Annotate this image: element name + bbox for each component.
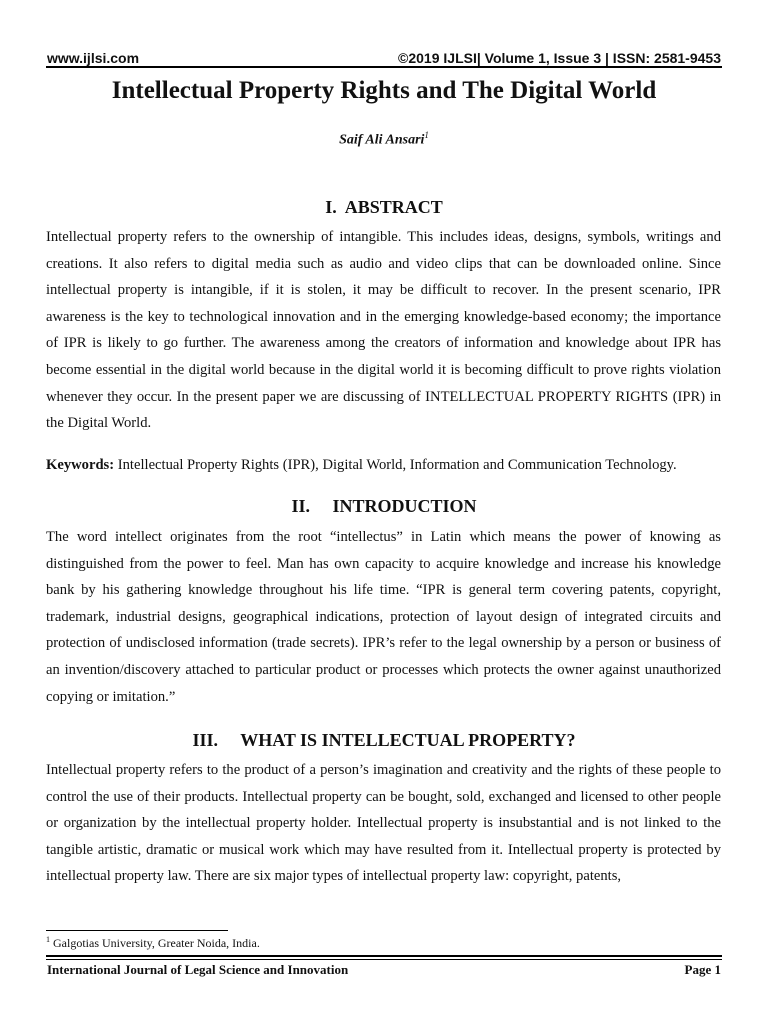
section-title: INTRODUCTION bbox=[332, 496, 477, 516]
author-footnote-marker[interactable]: 1 bbox=[424, 130, 429, 140]
section-heading-abstract bbox=[0, 197, 768, 218]
section-number: I. bbox=[325, 197, 337, 217]
author-line bbox=[0, 130, 768, 149]
paper-title: Intellectual Property Rights and The Digital World bbox=[111, 77, 657, 104]
keywords-text: Intellectual Property Rights (IPR), Digital World, Information and Communication Technology. bbox=[117, 457, 677, 473]
abstract-paragraph: Intellectual property refers to the ownership of intangible. This includes ideas, designs, symbols, writings and creations. It also refers to digital media such as audio and video clips that can be downloaded online. Since intellectual property is intangible, if it is stolen, it may be difficult to recover. In the present scenario, IPR awareness is the key to technological innovation and in the emerging knowledge-based economy; the importance of IPR is likely to go further. The awareness among the creators of information and knowledge about IPR has become essential in the digital world because in the digital world it is becoming difficult to prove rights violation whenever they occur. In the present paper we are discussing of INTELLECTUAL PROPERTY RIGHTS (IPR) in the Digital World. bbox=[46, 229, 721, 432]
what-is-ip-paragraph: Intellectual property refers to the product of a person’s imagination and creativity and the rights of these people to control the use of their products. Intellectual property can be bought, sold, exchanged and licensed to other people or organization by the intellectual property holder. Intellectual property is insubstantial and is not linked to the tangible artistic, dramatic or musical work which may have resulted from it. Intellectual property is protected by intellectual property law. There are six major types of intellectual property law: copyright, patents, bbox=[46, 762, 721, 885]
introduction-paragraph: The word intellect originates from the root “intellectus” in Latin which means the power of knowing as distinguished from the power to feel. Man has own capacity to acquire knowledge and increase his knowledge bank by his gathering knowledge throughout his life time. “IPR is general term covering patents, copyright, trademark, industrial designs, geographical indications, protection of layout design of integrated circuits and protection of undisclosed information (trade secrets). IPR’s refer to the legal ownership by a person or business of an invention/discovery attached to particular product or processes which protects the owner against unauthorized copying or imitation.” bbox=[46, 529, 721, 705]
page-number: Page 1 bbox=[684, 962, 721, 977]
section-title: WHAT IS INTELLECTUAL PROPERTY? bbox=[240, 730, 576, 750]
footnote bbox=[46, 935, 260, 951]
issue-info: ©2019 IJLSI| Volume 1, Issue 3 | ISSN: 2581-9453 bbox=[398, 50, 721, 66]
footnote-marker: 1 bbox=[46, 935, 50, 944]
footer-rule-thick bbox=[46, 955, 722, 957]
running-footer bbox=[47, 962, 721, 978]
section-number: II. bbox=[291, 496, 310, 516]
footer-rule-thin bbox=[46, 959, 722, 960]
section-heading-introduction bbox=[0, 496, 768, 517]
journal-website[interactable]: www.ijlsi.com bbox=[47, 50, 140, 66]
footnote-rule bbox=[46, 930, 228, 931]
section-title: ABSTRACT bbox=[344, 197, 443, 217]
footer-journal-name: International Journal of Legal Science and Innovation bbox=[47, 962, 349, 977]
footnote-text: Galgotias University, Greater Noida, India. bbox=[53, 936, 260, 950]
author-name: Saif Ali Ansari bbox=[339, 132, 425, 148]
section-number: III. bbox=[192, 730, 219, 750]
section-heading-what-is-ip bbox=[0, 730, 768, 751]
header-rule bbox=[46, 66, 722, 68]
keywords-line bbox=[46, 455, 721, 475]
keywords-label: Keywords: bbox=[46, 457, 115, 473]
running-header bbox=[47, 44, 721, 66]
